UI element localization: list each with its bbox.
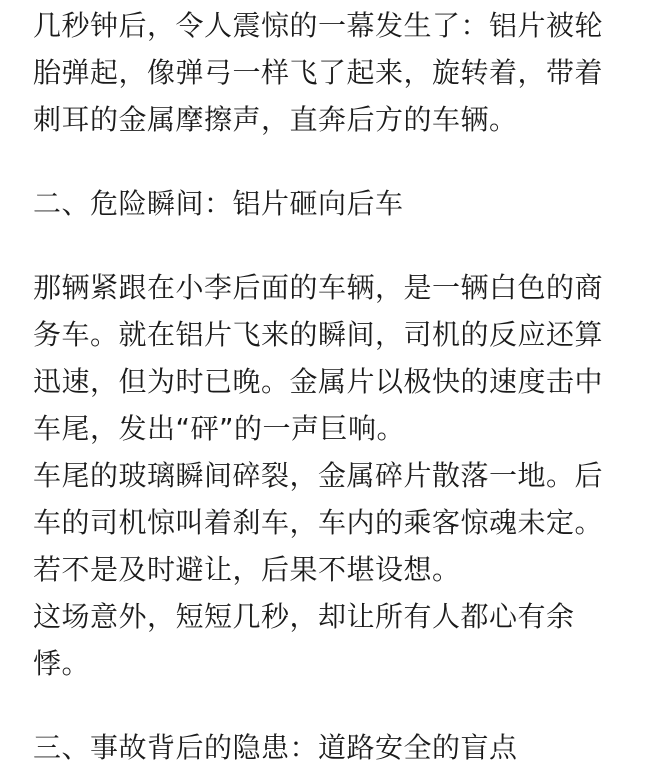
paragraph-3-line: 车尾的玻璃瞬间碎裂，金属碎片散落一地。后 [33, 459, 604, 492]
section-heading-3: 三、事故背后的隐患：道路安全的盲点 [33, 731, 518, 764]
paragraph-2-line: 务车。就在铝片飞来的瞬间，司机的反应还算 [33, 318, 604, 351]
paragraph-4-line: 悸。 [33, 647, 91, 680]
paragraph-1-line: 刺耳的金属摩擦声，直奔后方的车辆。 [33, 103, 518, 136]
paragraph-3-line: 若不是及时避让，后果不堪设想。 [33, 553, 461, 586]
section-heading-2: 二、危险瞬间：铝片砸向后车 [33, 187, 404, 220]
paragraph-3-line: 车的司机惊叫着刹车，车内的乘客惊魂未定。 [33, 506, 604, 539]
paragraph-2-line: 迅速，但为时已晚。金属片以极快的速度击中 [33, 365, 604, 398]
paragraph-1-line: 几秒钟后，令人震惊的一幕发生了：铝片被轮 [33, 9, 604, 42]
paragraph-4-line: 这场意外，短短几秒，却让所有人都心有余 [33, 600, 575, 633]
paragraph-2-line: 那辆紧跟在小李后面的车辆，是一辆白色的商 [33, 271, 604, 304]
paragraph-2-line: 车尾，发出“砰”的一声巨响。 [33, 412, 406, 445]
paragraph-1-line: 胎弹起，像弹弓一样飞了起来，旋转着，带着 [33, 56, 604, 89]
